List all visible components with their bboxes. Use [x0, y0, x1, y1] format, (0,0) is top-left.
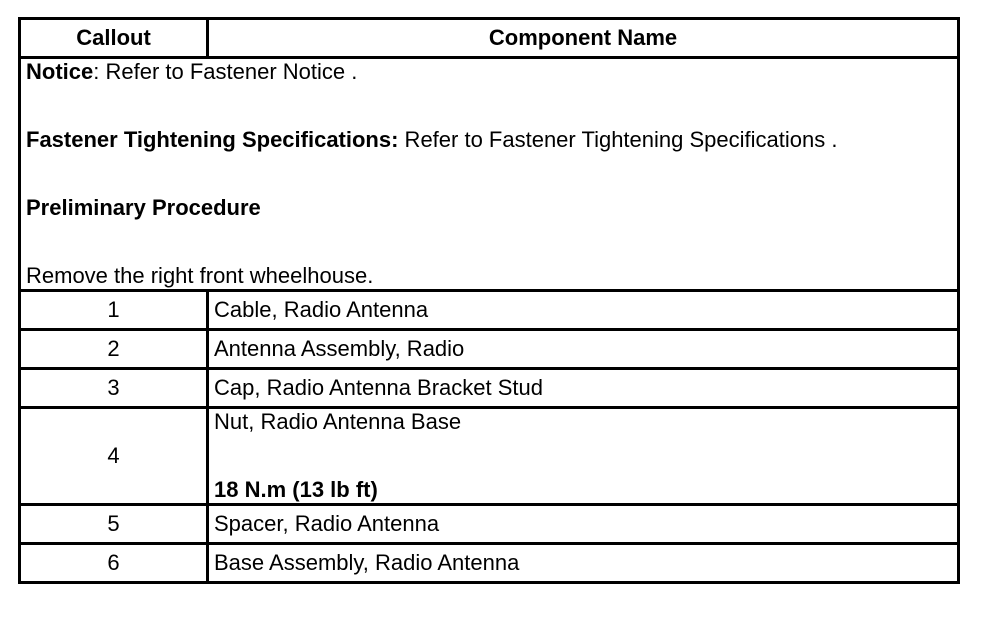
fastener-spec-label: Fastener Tightening Specifications: — [26, 127, 399, 152]
notes-row — [20, 58, 959, 291]
callout-cell: 2 — [20, 330, 208, 369]
component-name-cell: Cable, Radio Antenna — [208, 291, 959, 330]
preliminary-procedure-step: Remove the right front wheelhouse. — [26, 263, 374, 288]
component-name-cell: Spacer, Radio Antenna — [208, 505, 959, 544]
notice-text: Refer to Fastener Notice . — [99, 59, 358, 84]
callout-cell: 1 — [20, 291, 208, 330]
component-name-header: Component Name — [208, 19, 959, 58]
component-name-text: Nut, Radio Antenna Base — [214, 409, 462, 434]
callout-header: Callout — [20, 19, 208, 58]
notice-label: Notice — [26, 59, 94, 84]
component-name-cell — [208, 408, 959, 505]
table-header-row — [20, 19, 959, 58]
component-name-cell: Antenna Assembly, Radio — [208, 330, 959, 369]
component-name-cell: Base Assembly, Radio Antenna — [208, 544, 959, 583]
notice-separator: : — [93, 59, 100, 84]
callout-cell: 6 — [20, 544, 208, 583]
table-row — [20, 330, 959, 369]
fastener-spec-text: Refer to Fastener Tightening Specifications . — [398, 127, 838, 152]
callout-cell: 3 — [20, 369, 208, 408]
table-row — [20, 369, 959, 408]
component-name-cell: Cap, Radio Antenna Bracket Stud — [208, 369, 959, 408]
table-row — [20, 408, 959, 505]
notes-cell — [20, 58, 959, 291]
callout-cell: 4 — [20, 408, 208, 505]
notice-line — [26, 59, 952, 85]
component-table — [18, 17, 960, 584]
preliminary-procedure-heading: Preliminary Procedure — [26, 195, 261, 220]
fastener-spec-line — [26, 127, 952, 153]
table-row — [20, 291, 959, 330]
torque-spec: 18 N.m (13 lb ft) — [214, 477, 378, 502]
table-row — [20, 505, 959, 544]
callout-cell: 5 — [20, 505, 208, 544]
table-row — [20, 544, 959, 583]
